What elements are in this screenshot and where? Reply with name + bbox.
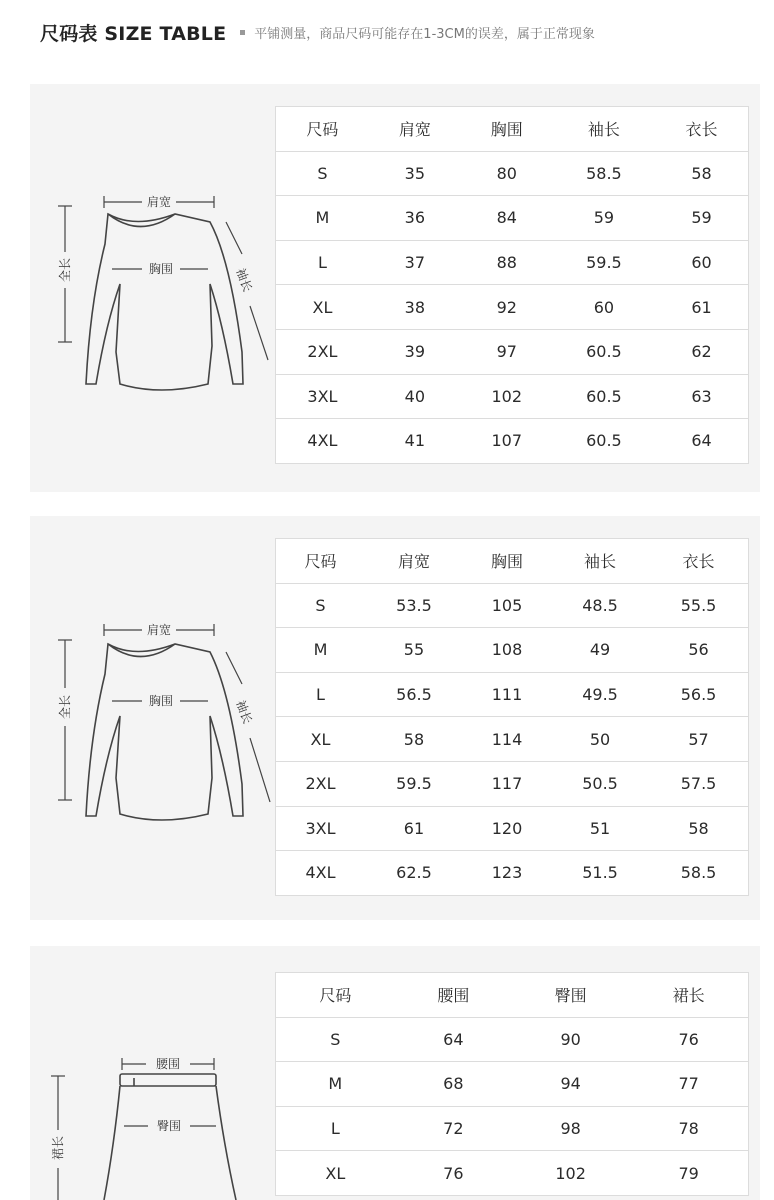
top-garment-illustration-1	[30, 84, 275, 492]
size-cell: 4XL	[276, 851, 365, 896]
header-cell: 肩宽	[365, 539, 463, 584]
table-cell: 84	[461, 196, 553, 241]
full-length-label: 全长	[58, 694, 72, 720]
size-cell: M	[276, 1062, 395, 1107]
header-cell: 衣长	[649, 539, 748, 584]
table-cell: 58.5	[553, 151, 655, 196]
bullet-icon	[240, 30, 245, 35]
table-row	[276, 1017, 749, 1062]
size-panel-skirt	[30, 946, 760, 1200]
header-cell: 袖长	[551, 539, 649, 584]
size-cell: L	[276, 1106, 395, 1151]
table-row	[276, 329, 749, 374]
table-cell: 114	[463, 717, 551, 762]
size-cell: 2XL	[276, 761, 365, 806]
size-cell: 2XL	[276, 329, 369, 374]
table-cell: 59.5	[553, 240, 655, 285]
table-cell: 57.5	[649, 761, 748, 806]
shoulder-label: 肩宽	[146, 195, 172, 209]
size-panel-top-1	[30, 84, 760, 492]
size-table-3	[275, 972, 749, 1196]
table-cell: 62.5	[365, 851, 463, 896]
table-cell: 120	[463, 806, 551, 851]
table-cell: 111	[463, 672, 551, 717]
table-cell: 64	[395, 1017, 512, 1062]
size-cell: S	[276, 1017, 395, 1062]
table-cell: 80	[461, 151, 553, 196]
table-row	[276, 583, 749, 628]
header-cell: 尺码	[276, 973, 395, 1018]
table-cell: 59	[553, 196, 655, 241]
skirt-length-label: 裙长	[51, 1135, 65, 1161]
table-row	[276, 1106, 749, 1151]
size-cell: XL	[276, 285, 369, 330]
table-row	[276, 851, 749, 896]
size-cell: XL	[276, 717, 365, 762]
table-cell: 39	[369, 329, 461, 374]
table-row	[276, 1151, 749, 1196]
header-cell: 尺码	[276, 539, 365, 584]
table-cell: 53.5	[365, 583, 463, 628]
header-cell: 尺码	[276, 107, 369, 152]
table-cell: 76	[629, 1017, 748, 1062]
table-cell: 61	[655, 285, 748, 330]
table-cell: 105	[463, 583, 551, 628]
table-row	[276, 672, 749, 717]
table-cell: 35	[369, 151, 461, 196]
size-cell: 3XL	[276, 806, 365, 851]
table-row	[276, 419, 749, 464]
table-cell: 60	[655, 240, 748, 285]
table-cell: 59.5	[365, 761, 463, 806]
table-cell: 61	[365, 806, 463, 851]
table-row	[276, 806, 749, 851]
table-cell: 60.5	[553, 374, 655, 419]
size-cell: M	[276, 196, 369, 241]
header-cell: 衣长	[655, 107, 748, 152]
table-cell: 63	[655, 374, 748, 419]
table-cell: 90	[512, 1017, 629, 1062]
size-cell: L	[276, 672, 365, 717]
chest-label: 胸围	[148, 262, 174, 276]
table-header-row	[276, 973, 749, 1018]
table-cell: 59	[655, 196, 748, 241]
table-cell: 94	[512, 1062, 629, 1107]
size-table-1	[275, 106, 749, 464]
table-cell: 51.5	[551, 851, 649, 896]
size-table-2	[275, 538, 749, 896]
table-cell: 117	[463, 761, 551, 806]
table-row	[276, 761, 749, 806]
header-cell: 胸围	[463, 539, 551, 584]
table-row	[276, 196, 749, 241]
chest-label: 胸围	[148, 694, 174, 708]
size-cell: XL	[276, 1151, 395, 1196]
skirt-illustration	[30, 946, 275, 1200]
table-cell: 60.5	[553, 419, 655, 464]
table-cell: 68	[395, 1062, 512, 1107]
table-cell: 56.5	[365, 672, 463, 717]
size-panel-top-2	[30, 516, 760, 920]
table-cell: 56.5	[649, 672, 748, 717]
header-cell: 臀围	[512, 973, 629, 1018]
sleeve-label: 袖长	[233, 698, 255, 726]
size-cell: 3XL	[276, 374, 369, 419]
table-row	[276, 717, 749, 762]
table-cell: 62	[655, 329, 748, 374]
table-cell: 72	[395, 1106, 512, 1151]
table-header-row	[276, 539, 749, 584]
header-cell: 裙长	[629, 973, 748, 1018]
size-cell: 4XL	[276, 419, 369, 464]
top-garment-illustration-2	[30, 516, 275, 920]
table-cell: 92	[461, 285, 553, 330]
table-cell: 56	[649, 628, 748, 673]
header-cell: 肩宽	[369, 107, 461, 152]
table-cell: 58	[365, 717, 463, 762]
table-cell: 55	[365, 628, 463, 673]
table-cell: 88	[461, 240, 553, 285]
table-cell: 102	[461, 374, 553, 419]
table-cell: 58	[655, 151, 748, 196]
table-cell: 38	[369, 285, 461, 330]
table-cell: 41	[369, 419, 461, 464]
table-cell: 36	[369, 196, 461, 241]
header-cell: 袖长	[553, 107, 655, 152]
table-cell: 77	[629, 1062, 748, 1107]
table-cell: 79	[629, 1151, 748, 1196]
table-cell: 58	[649, 806, 748, 851]
table-cell: 40	[369, 374, 461, 419]
table-cell: 98	[512, 1106, 629, 1151]
table-cell: 64	[655, 419, 748, 464]
measurement-note	[240, 23, 595, 42]
hip-label: 臀围	[156, 1119, 182, 1133]
table-cell: 58.5	[649, 851, 748, 896]
table-cell: 78	[629, 1106, 748, 1151]
table-cell: 76	[395, 1151, 512, 1196]
page-title: 尺码表 SIZE TABLE	[40, 22, 227, 45]
header-cell: 腰围	[395, 973, 512, 1018]
page-header	[40, 16, 595, 48]
table-cell: 49.5	[551, 672, 649, 717]
table-cell: 102	[512, 1151, 629, 1196]
size-cell: L	[276, 240, 369, 285]
table-row	[276, 628, 749, 673]
table-row	[276, 285, 749, 330]
table-cell: 37	[369, 240, 461, 285]
shoulder-label: 肩宽	[146, 623, 172, 637]
table-cell: 60.5	[553, 329, 655, 374]
waist-label: 腰围	[155, 1057, 181, 1071]
table-cell: 55.5	[649, 583, 748, 628]
table-cell: 60	[553, 285, 655, 330]
table-cell: 49	[551, 628, 649, 673]
sleeve-label: 袖长	[233, 266, 255, 294]
table-row	[276, 151, 749, 196]
measurement-note-text: 平铺测量，商品尺码可能存在1-3CM的误差，属于正常现象	[254, 26, 595, 42]
table-row	[276, 374, 749, 419]
table-cell: 50	[551, 717, 649, 762]
table-cell: 97	[461, 329, 553, 374]
header-cell: 胸围	[461, 107, 553, 152]
size-cell: S	[276, 151, 369, 196]
table-cell: 107	[461, 419, 553, 464]
table-cell: 57	[649, 717, 748, 762]
table-row	[276, 1062, 749, 1107]
table-cell: 50.5	[551, 761, 649, 806]
table-row	[276, 240, 749, 285]
full-length-label: 全长	[58, 257, 72, 283]
size-cell: S	[276, 583, 365, 628]
table-cell: 48.5	[551, 583, 649, 628]
table-header-row	[276, 107, 749, 152]
table-cell: 108	[463, 628, 551, 673]
table-cell: 51	[551, 806, 649, 851]
size-cell: M	[276, 628, 365, 673]
table-cell: 123	[463, 851, 551, 896]
